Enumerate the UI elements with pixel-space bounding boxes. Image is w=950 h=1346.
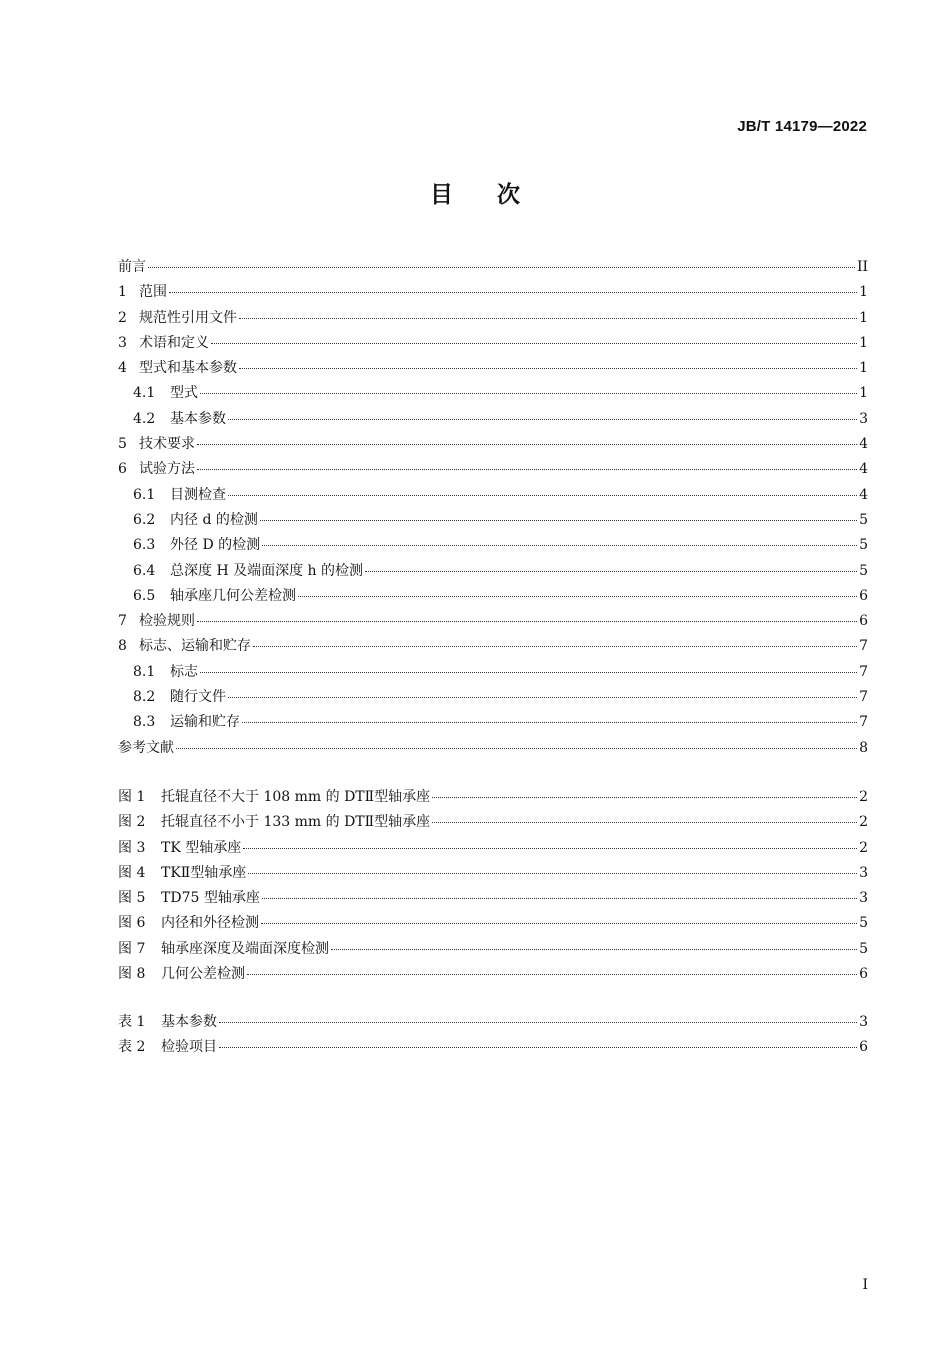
- figure-entry[interactable]: [118, 911, 868, 936]
- entry-number: 图 3: [118, 839, 146, 856]
- entry-number: 4.2: [133, 410, 156, 427]
- toc-entry[interactable]: [118, 306, 868, 331]
- dot-leader: [228, 495, 857, 496]
- figure-entry[interactable]: [118, 785, 868, 810]
- toc-entry[interactable]: [118, 609, 868, 634]
- entry-page-number: 4: [859, 436, 868, 453]
- entry-page-number: 3: [859, 410, 868, 427]
- entry-page-number: 4: [859, 486, 868, 503]
- table-entry[interactable]: [118, 1035, 868, 1060]
- entry-page-number: 5: [859, 537, 868, 554]
- entry-number: 表 2: [118, 1039, 146, 1056]
- dot-leader: [169, 292, 857, 293]
- toc-entry[interactable]: [118, 660, 868, 685]
- entry-number: 6: [118, 461, 127, 478]
- entry-number: 5: [118, 436, 127, 453]
- dot-leader: [260, 520, 857, 521]
- entry-label: 技术要求: [139, 436, 195, 453]
- entry-label: 随行文件: [170, 689, 226, 706]
- entry-label: 轴承座深度及端面深度检测: [161, 940, 329, 957]
- entry-label: 试验方法: [139, 461, 195, 478]
- entry-page-number: 7: [859, 663, 868, 680]
- entry-page-number: 2: [859, 839, 868, 856]
- entry-label: 标志: [170, 663, 198, 680]
- entry-number: 6.5: [133, 587, 156, 604]
- entry-label: 基本参数: [170, 410, 226, 427]
- title-part-2: 次: [497, 182, 520, 208]
- dot-leader: [247, 974, 857, 975]
- entry-page-number: 1: [859, 385, 868, 402]
- toc-figures-list: [118, 785, 868, 987]
- dot-leader: [200, 672, 857, 673]
- entry-page-number: 7: [859, 714, 868, 731]
- entry-label: 参考文献: [118, 739, 174, 756]
- entry-page-number: 6: [859, 613, 868, 630]
- entry-page-number: 1: [859, 309, 868, 326]
- toc-entry[interactable]: [118, 381, 868, 406]
- entry-label: 术语和定义: [139, 334, 209, 351]
- dot-leader: [432, 797, 857, 798]
- entry-page-number: 3: [859, 1014, 868, 1030]
- dot-leader: [219, 1047, 857, 1048]
- entry-page-number: 7: [859, 638, 868, 655]
- entry-number: 表 1: [118, 1014, 146, 1030]
- entry-page-number: 2: [859, 789, 868, 805]
- figure-entry[interactable]: [118, 937, 868, 962]
- toc-entry[interactable]: [118, 736, 868, 761]
- entry-label: 检验规则: [139, 613, 195, 630]
- entry-number: 图 1: [118, 789, 146, 805]
- title-part-1: 目: [430, 182, 453, 208]
- entry-number: 1: [118, 284, 127, 301]
- document-number: JB/T 14179—2022: [737, 118, 867, 135]
- entry-page-number: 5: [859, 511, 868, 528]
- entry-page-number: 6: [859, 587, 868, 604]
- dot-leader: [228, 697, 857, 698]
- toc-entry[interactable]: [118, 533, 868, 558]
- entry-number: 2: [118, 309, 127, 326]
- dot-leader: [331, 949, 857, 950]
- toc-entry[interactable]: [118, 407, 868, 432]
- toc-entry[interactable]: [118, 457, 868, 482]
- entry-page-number: 1: [859, 360, 868, 377]
- entry-label: 几何公差检测: [161, 966, 245, 983]
- figure-entry[interactable]: [118, 836, 868, 861]
- dot-leader: [432, 822, 857, 823]
- toc-entry[interactable]: [118, 356, 868, 381]
- entry-page-number: 5: [859, 940, 868, 957]
- entry-page-number: 7: [859, 689, 868, 706]
- toc-entry[interactable]: [118, 280, 868, 305]
- entry-number: 8.1: [133, 663, 156, 680]
- toc-entry[interactable]: [118, 634, 868, 659]
- entry-label: 型式: [170, 385, 198, 402]
- dot-leader: [197, 444, 857, 445]
- entry-label: TD75 型轴承座: [161, 890, 260, 907]
- entry-page-number: 3: [859, 864, 868, 881]
- entry-page-number: 3: [859, 890, 868, 907]
- dot-leader: [243, 848, 857, 849]
- dot-leader: [200, 393, 857, 394]
- table-entry[interactable]: [118, 1010, 868, 1035]
- entry-label: 规范性引用文件: [139, 309, 237, 326]
- dot-leader: [219, 1022, 857, 1023]
- entry-label: 范围: [139, 284, 167, 301]
- entry-page-number: 6: [859, 966, 868, 983]
- entry-label: 外径 D 的检测: [170, 537, 261, 554]
- dot-leader: [248, 873, 857, 874]
- entry-page-number: 1: [859, 334, 868, 351]
- figure-entry[interactable]: [118, 886, 868, 911]
- entry-page-number: 5: [859, 915, 868, 932]
- toc-entry[interactable]: [118, 685, 868, 710]
- dot-leader: [253, 646, 857, 647]
- entry-number: 7: [118, 613, 127, 630]
- entry-label: 基本参数: [161, 1014, 217, 1030]
- page-title: [0, 176, 950, 209]
- dot-leader: [176, 748, 857, 749]
- entry-page-number: 8: [859, 739, 868, 756]
- toc-entry[interactable]: [118, 559, 868, 584]
- entry-number: 6.2: [133, 511, 156, 528]
- dot-leader: [239, 318, 857, 319]
- entry-label: 托辊直径不小于 133 mm 的 DTⅡ型轴承座: [161, 814, 431, 831]
- entry-label: 轴承座几何公差检测: [170, 587, 296, 604]
- toc-contents-list: [118, 255, 868, 761]
- page-number: I: [862, 1277, 868, 1293]
- entry-number: 6.4: [133, 562, 156, 579]
- toc-entry[interactable]: [118, 331, 868, 356]
- toc-entry[interactable]: [118, 483, 868, 508]
- entry-number: 图 8: [118, 966, 146, 983]
- entry-label: TK 型轴承座: [161, 839, 242, 856]
- toc-entry[interactable]: [118, 584, 868, 609]
- entry-number: 4: [118, 360, 127, 377]
- dot-leader: [298, 596, 857, 597]
- entry-label: 运输和贮存: [170, 714, 240, 731]
- entry-number: 6.1: [133, 486, 156, 503]
- dot-leader: [365, 571, 857, 572]
- entry-number: 8.2: [133, 689, 156, 706]
- dot-leader: [239, 368, 857, 369]
- dot-leader: [211, 343, 857, 344]
- entry-label: 标志、运输和贮存: [139, 638, 251, 655]
- entry-page-number: 2: [859, 814, 868, 831]
- entry-label: 内径 d 的检测: [170, 511, 258, 528]
- dot-leader: [261, 923, 857, 924]
- toc-entry[interactable]: [118, 255, 868, 280]
- entry-label: 前言: [118, 259, 146, 275]
- toc-entry[interactable]: [118, 432, 868, 457]
- entry-page-number: II: [856, 259, 868, 275]
- entry-label: 型式和基本参数: [139, 360, 237, 377]
- entry-number: 图 2: [118, 814, 146, 831]
- entry-number: 8.3: [133, 714, 156, 731]
- dot-leader: [262, 545, 857, 546]
- entry-label: 内径和外径检测: [161, 915, 259, 932]
- entry-number: 图 5: [118, 890, 146, 907]
- dot-leader: [197, 621, 857, 622]
- entry-number: 4.1: [133, 385, 156, 402]
- entry-number: 图 6: [118, 915, 146, 932]
- figure-entry[interactable]: [118, 962, 868, 987]
- entry-page-number: 4: [859, 461, 868, 478]
- entry-label: 托辊直径不大于 108 mm 的 DTⅡ型轴承座: [161, 789, 431, 805]
- toc-entry[interactable]: [118, 710, 868, 735]
- toc-tables-list: [118, 1010, 868, 1061]
- entry-label: 目测检查: [170, 486, 226, 503]
- entry-number: 图 7: [118, 940, 146, 957]
- entry-page-number: 5: [859, 562, 868, 579]
- dot-leader: [148, 267, 855, 268]
- entry-page-number: 6: [859, 1039, 868, 1056]
- toc-entry[interactable]: [118, 508, 868, 533]
- dot-leader: [262, 898, 857, 899]
- dot-leader: [242, 722, 857, 723]
- entry-number: 图 4: [118, 864, 146, 881]
- dot-leader: [197, 469, 857, 470]
- figure-entry[interactable]: [118, 861, 868, 886]
- entry-number: 3: [118, 334, 127, 351]
- dot-leader: [228, 419, 857, 420]
- entry-label: 检验项目: [161, 1039, 217, 1056]
- entry-number: 6.3: [133, 537, 156, 554]
- entry-page-number: 1: [859, 284, 868, 301]
- entry-number: 8: [118, 638, 127, 655]
- entry-label: TKⅡ型轴承座: [161, 864, 247, 881]
- figure-entry[interactable]: [118, 810, 868, 835]
- entry-label: 总深度 H 及端面深度 h 的检测: [170, 562, 364, 579]
